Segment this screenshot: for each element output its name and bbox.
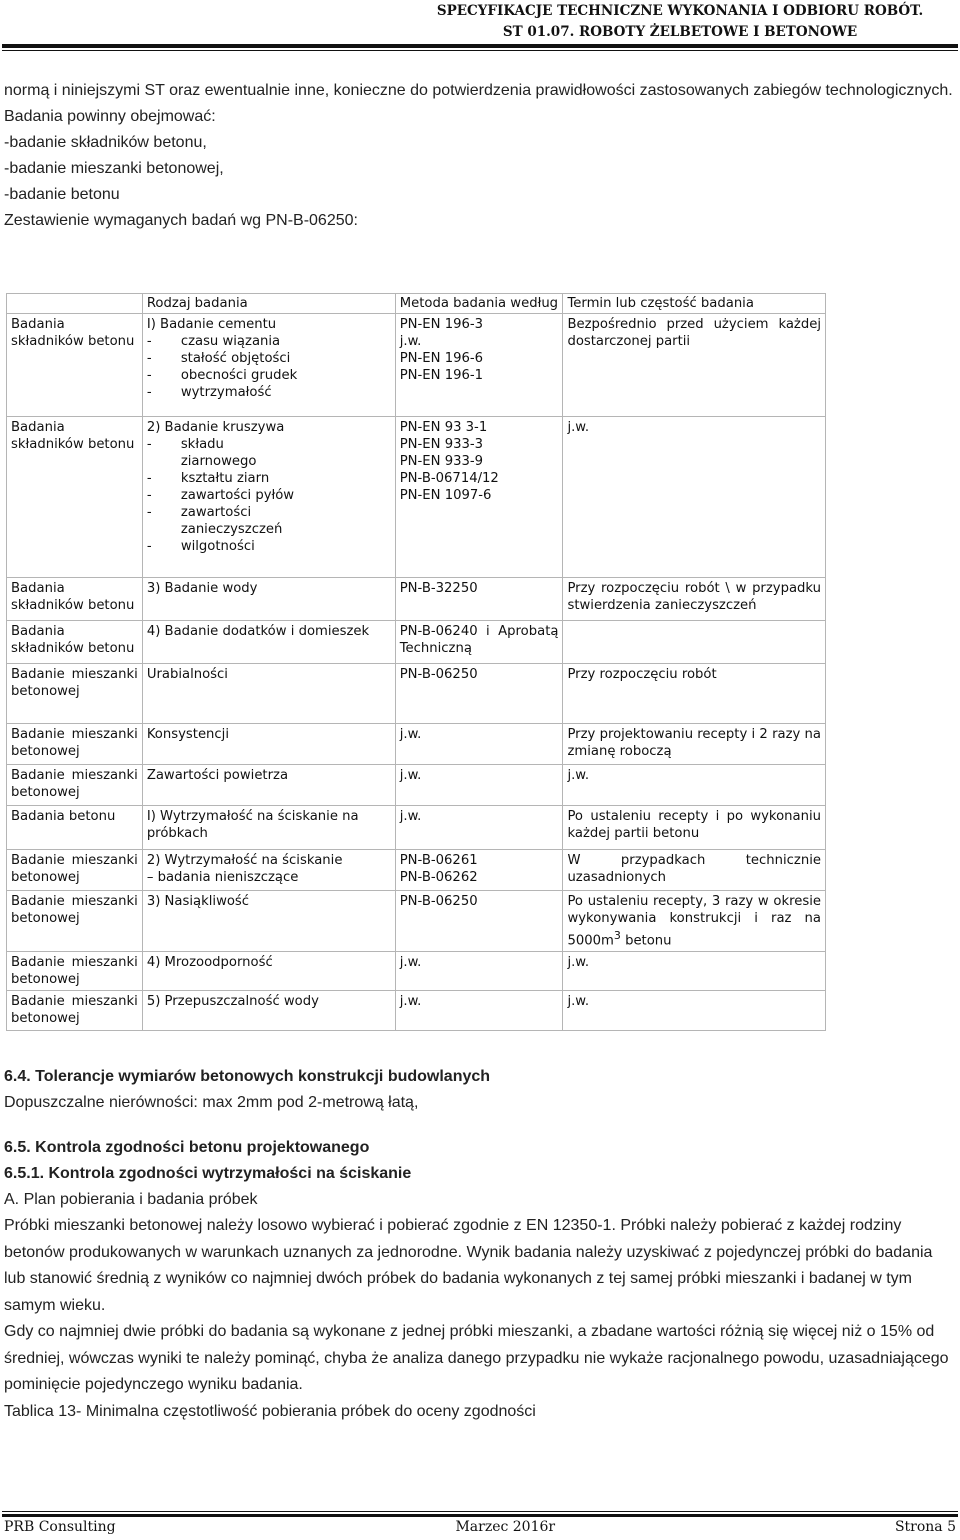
test-title: 2) Wytrzymałość na ściskanie – badania nieniszczące — [146, 853, 343, 885]
intro-list-item: -badanie składników betonu, — [4, 134, 207, 151]
section-heading: 6.4. Tolerancje wymiarów betonowych konstrukcji budowlanych — [4, 1068, 491, 1085]
table-row — [7, 621, 826, 664]
term-text-main: Po ustaleniu recepty, 3 razy w okresie wykonywania konstrukcji i raz na 5000m — [567, 894, 821, 949]
header-line-2: ST 01.07. ROBOTY ŻELBETOWE I BETONOWE — [502, 24, 858, 40]
category-text: Badanie mieszanki betonowej — [11, 727, 138, 759]
category-cell — [7, 850, 143, 891]
intro-list-heading: Badania powinny obejmować: — [4, 108, 216, 125]
section-heading: 6.5. Kontrola zgodności betonu projektowanego — [4, 1138, 370, 1156]
test-type-cell: 5) Przepuszczalność wody — [142, 991, 395, 1031]
test-subitem: - składu ziarnowego — [147, 436, 261, 470]
test-type-cell — [142, 417, 395, 578]
table-row — [7, 850, 826, 891]
page-header — [400, 0, 960, 43]
footer-rule — [2, 1514, 958, 1517]
intro-section — [4, 78, 956, 234]
category-cell: Badania składników betonu — [7, 417, 143, 578]
test-subitem: - obecności grudek — [147, 367, 391, 384]
test-subitem: - zawartości pyłów — [147, 487, 391, 504]
test-subitem: - wytrzymałość — [147, 384, 391, 401]
category-cell — [7, 765, 143, 806]
term-cell: Przy rozpoczęciu robót — [563, 664, 826, 724]
table-header-row — [7, 294, 826, 314]
footer-page-number: Strona 5 — [894, 1519, 956, 1535]
test-title: I) Badanie cementu — [146, 317, 277, 332]
method-item: PN-EN 196-6 — [399, 351, 484, 366]
category-cell: Badania składników betonu — [7, 578, 143, 621]
superscript: 3 — [613, 929, 621, 942]
term-cell — [563, 578, 826, 621]
method-cell: j.w. — [395, 952, 563, 991]
method-item: PN-EN 933-3 — [399, 437, 484, 452]
method-item: PN-EN 933-9 — [399, 454, 484, 469]
subsection-heading: 6.5.1. Kontrola zgodności wytrzymałości na ściskanie — [4, 1164, 412, 1182]
method-cell: j.w. — [395, 724, 563, 765]
category-cell — [7, 664, 143, 724]
method-cell — [395, 621, 563, 664]
term-cell — [563, 314, 826, 417]
tests-table — [6, 293, 826, 1031]
test-type-cell — [142, 850, 395, 891]
table-caption: Tablica 13- Minimalna częstotliwość pobierania próbek do oceny zgodności — [4, 1402, 536, 1420]
header-cell: Termin lub częstość badania — [563, 294, 826, 314]
method-item: PN-B-06714/12 — [399, 471, 499, 486]
category-cell — [7, 952, 143, 991]
term-text: W przypadkach technicznie uzasadnionych — [567, 853, 821, 885]
table-row — [7, 417, 826, 578]
category-text: Badanie mieszanki betonowej — [11, 955, 138, 988]
paragraph: A. Plan pobierania i badania próbek — [4, 1190, 258, 1208]
test-type-cell: Urabialności — [142, 664, 395, 724]
term-cell — [563, 891, 826, 952]
term-text — [567, 893, 821, 949]
term-text: Przy projektowaniu recepty i 2 razy na zmianę roboczą — [567, 727, 821, 759]
test-type-cell: Konsystencji — [142, 724, 395, 765]
category-cell: Badania betonu — [7, 806, 143, 850]
test-type-cell: Zawartości powietrza — [142, 765, 395, 806]
test-title: I) Wytrzymałość na ściskanie na próbkach — [146, 809, 359, 841]
method-item: PN-B-06261 — [399, 853, 478, 868]
method-cell — [395, 314, 563, 417]
term-cell — [563, 621, 826, 664]
page-footer — [4, 1519, 956, 1535]
method-item: j.w. — [399, 334, 422, 349]
category-text: Badanie mieszanki betonowej — [11, 894, 138, 926]
header-rule-thin — [2, 50, 958, 51]
method-cell: j.w. — [395, 765, 563, 806]
body-section — [4, 1064, 956, 1425]
header-line-1: SPECYFIKACJE TECHNICZNE WYKONANIA I ODBIORU ROBÓT. — [436, 3, 924, 19]
test-type-cell: 3) Badanie wody — [142, 578, 395, 621]
category-cell: Badania składników betonu — [7, 314, 143, 417]
test-title: 2) Badanie kruszywa — [146, 420, 285, 435]
method-item: PN-EN 1097-6 — [399, 488, 492, 503]
method-item: PN-EN 196-1 — [399, 368, 484, 383]
table-row — [7, 952, 826, 991]
category-cell — [7, 991, 143, 1031]
test-subitem: - czasu wiązania — [147, 333, 391, 350]
test-subitem: - wilgotności — [147, 538, 391, 555]
term-cell: j.w. — [563, 991, 826, 1031]
method-cell: PN-B-06250 — [395, 664, 563, 724]
term-text: Przy rozpoczęciu robót \ w przypadku stwierdzenia zanieczyszczeń — [567, 581, 821, 613]
test-type-cell: 3) Nasiąkliwość — [142, 891, 395, 952]
method-cell: PN-B-06250 — [395, 891, 563, 952]
intro-list-item: -badanie betonu — [4, 186, 120, 203]
test-type-cell: 4) Badanie dodatków i domieszek — [142, 621, 395, 664]
intro-paragraph: normą i niniejszymi ST oraz ewentualnie inne, konieczne do potwierdzenia prawidłowości zastosowanych zabiegów technologicznych. — [4, 82, 953, 99]
footer-date: Marzec 2016r — [455, 1519, 556, 1535]
intro-list-item: -badanie mieszanki betonowej, — [4, 160, 224, 177]
method-item: PN-B-06262 — [399, 870, 478, 885]
term-cell — [563, 724, 826, 765]
category-text: Badanie mieszanki betonowej — [11, 667, 138, 699]
header-cell — [7, 294, 143, 314]
table-intro-caption: Zestawienie wymaganych badań wg PN-B-06250: — [4, 212, 358, 229]
method-text: PN-B-06240 i Aprobatą Techniczną — [399, 624, 559, 656]
table-row — [7, 578, 826, 621]
table-row — [7, 991, 826, 1031]
table-row — [7, 806, 826, 850]
category-cell — [7, 891, 143, 952]
category-text: Badanie mieszanki betonowej — [11, 768, 138, 800]
category-text: Badanie mieszanki betonowej — [11, 994, 138, 1027]
paragraph: Gdy co najmniej dwie próbki do badania są wykonane z jednej próbki mieszanki, a zbadane wartości różnią się więcej niż o 15% od średniej, wówczas wyniki te należy pominąć, chyba że analiza danego przypadku nie wykaże racjonalnego powodu, uzasadniającego pominięcie pojedynczego wyniku badania. — [4, 1323, 949, 1393]
table-row — [7, 891, 826, 952]
method-cell: PN-B-32250 — [395, 578, 563, 621]
header-cell: Rodzaj badania — [142, 294, 395, 314]
table-row — [7, 765, 826, 806]
table-row — [7, 314, 826, 417]
paragraph: Próbki mieszanki betonowej należy losowo wybierać i pobierać zgodnie z EN 12350-1. Próbki należy pobierać z każdej rodziny betonów produkowanych w warunkach uznanych za jednorodne. Wynik badania należy uzyskiwać z pojedynczej próbki do badania lub stanowić średnią z wyników co najmniej dwóch próbek do badania wykonanych z tej samej próbki mieszanki i badanej w tym samym wieku. — [4, 1217, 933, 1314]
footer-company: PRB Consulting — [4, 1519, 116, 1535]
category-cell — [7, 724, 143, 765]
method-cell: j.w. — [395, 991, 563, 1031]
method-cell: j.w. — [395, 806, 563, 850]
term-cell: j.w. — [563, 765, 826, 806]
term-cell: j.w. — [563, 952, 826, 991]
term-cell: j.w. — [563, 417, 826, 578]
method-item: PN-EN 93 3-1 — [399, 420, 488, 435]
method-item: PN-EN 196-3 — [399, 317, 484, 332]
table-row — [7, 664, 826, 724]
test-subitem: - kształtu ziarn — [147, 470, 391, 487]
header-cell: Metoda badania według — [395, 294, 563, 314]
table-row — [7, 724, 826, 765]
category-cell: Badania składników betonu — [7, 621, 143, 664]
test-type-cell — [142, 314, 395, 417]
header-rule — [2, 44, 958, 48]
test-subitem: - zawartości zanieczyszczeń — [147, 504, 291, 538]
spacer — [4, 1117, 956, 1135]
method-cell — [395, 850, 563, 891]
term-text: Po ustaleniu recepty i po wykonaniu każdej partii betonu — [567, 809, 821, 841]
term-text: Bezpośrednio przed użyciem każdej dostarczonej partii — [567, 317, 821, 349]
term-cell — [563, 806, 826, 850]
category-text: Badanie mieszanki betonowej — [11, 853, 138, 885]
paragraph: Dopuszczalne nierówności: max 2mm pod 2-metrową łatą, — [4, 1094, 419, 1111]
term-text-end: betonu — [620, 933, 672, 949]
footer-rule-thin — [2, 1511, 958, 1512]
test-type-cell: 4) Mrozoodporność — [142, 952, 395, 991]
term-cell — [563, 850, 826, 891]
test-subitem: - stałość objętości — [147, 350, 391, 367]
test-type-cell — [142, 806, 395, 850]
method-cell — [395, 417, 563, 578]
